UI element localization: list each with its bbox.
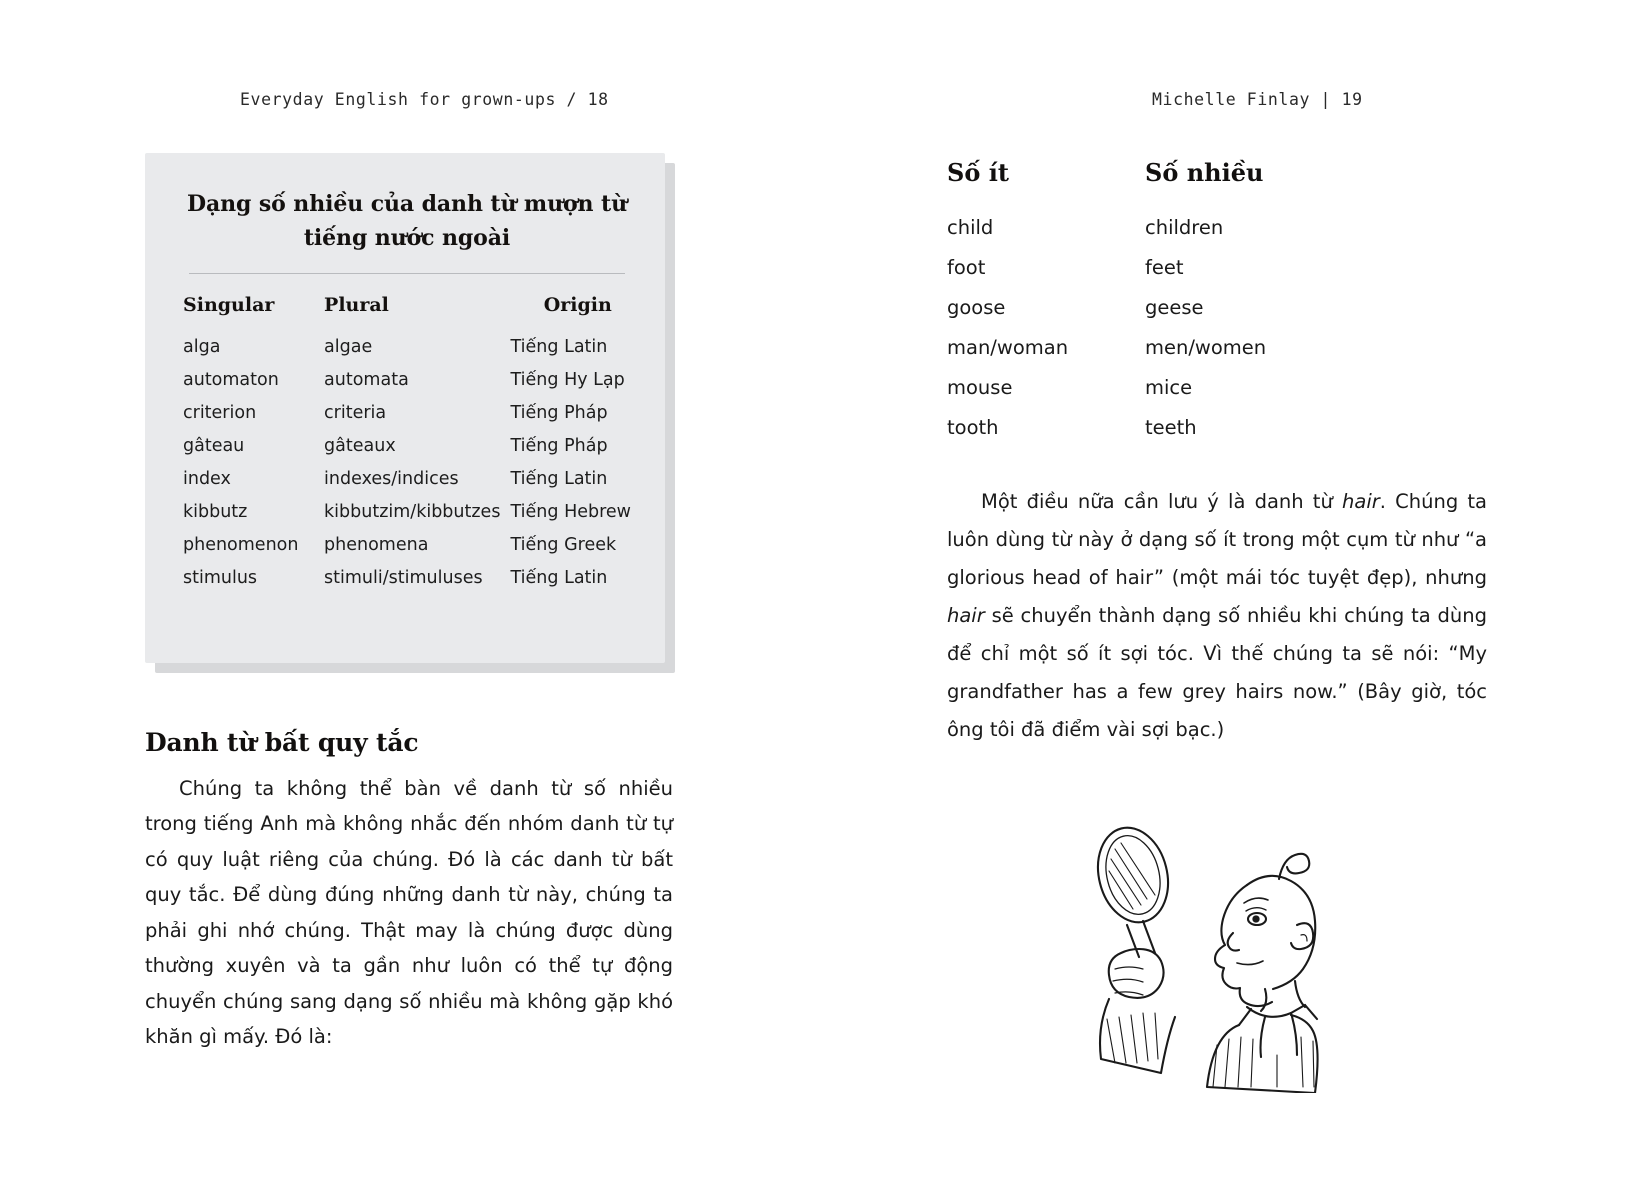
cell-plural: phenomena — [324, 534, 429, 555]
box-divider — [189, 273, 625, 274]
illustration-svg — [1051, 793, 1391, 1093]
cell-plural: indexes/indices — [324, 468, 459, 489]
cell-singular: foot — [947, 255, 986, 279]
left-body-column — [145, 728, 673, 1055]
cell-singular: automaton — [183, 369, 279, 390]
table-row — [183, 528, 631, 561]
column-header-origin: Origin — [543, 294, 612, 317]
illustration-man-with-mirror — [947, 793, 1495, 1093]
loanword-table — [183, 294, 631, 594]
table-row — [947, 207, 1495, 247]
column-header-plural: Số nhiều — [1145, 158, 1264, 187]
paragraph-part-1: Một điều nữa cần lưu ý là danh từ — [981, 490, 1343, 513]
table-row — [183, 561, 631, 594]
table-row — [183, 429, 631, 462]
cell-singular: tooth — [947, 415, 999, 439]
cell-plural: mice — [1145, 375, 1193, 399]
cell-origin: Tiếng Greek — [510, 534, 617, 555]
cell-plural: criteria — [324, 402, 387, 423]
running-head-left: Everyday English for grown-ups / 18 — [240, 90, 609, 109]
cell-singular: criterion — [183, 402, 257, 423]
cell-singular: man/woman — [947, 335, 1069, 359]
cell-plural: children — [1145, 215, 1224, 239]
cell-plural: stimuli/stimuluses — [324, 567, 483, 588]
table-row — [947, 247, 1495, 287]
paragraph-part-2: . Chúng ta luôn dùng từ này ở dạng số ít trong một cụm từ như “a glorious head of hair” (một mái tóc tuyệt đẹp), nhưng — [947, 490, 1487, 590]
cell-plural: algae — [324, 336, 373, 357]
table-row — [183, 462, 631, 495]
table-header-row — [947, 158, 1495, 207]
cell-origin: Tiếng Latin — [510, 336, 608, 357]
emphasis-hair-1: hair — [1342, 490, 1380, 513]
box-panel — [145, 153, 665, 663]
cell-origin: Tiếng Pháp — [510, 402, 608, 423]
cell-singular: child — [947, 215, 994, 239]
box-title-line-1: Dạng số nhiều của danh từ mượn từ — [187, 191, 627, 217]
cell-origin: Tiếng Latin — [510, 468, 608, 489]
cell-singular: alga — [183, 336, 221, 357]
table-row — [947, 367, 1495, 407]
cell-origin: Tiếng Hebrew — [510, 501, 631, 522]
loanword-box — [145, 153, 665, 663]
cell-plural: kibbutzim/kibbutzes — [324, 501, 501, 522]
cell-singular: goose — [947, 295, 1006, 319]
box-title-line-2: tiếng nước ngoài — [303, 225, 511, 252]
cell-singular: index — [183, 468, 231, 489]
irregular-nouns-table — [947, 158, 1495, 447]
cell-origin: Tiếng Latin — [510, 567, 608, 588]
table-row — [183, 495, 631, 528]
box-title — [183, 187, 631, 255]
column-header-plural: Plural — [324, 294, 389, 317]
body-paragraph — [947, 483, 1487, 749]
paragraph-part-3: sẽ chuyển thành dạng số nhiều khi chúng ta dùng để chỉ một số ít sợi tóc. Vì thế chúng ta sẽ nói: “My grandfather has a few grey hairs now.” (Bây giờ, tóc ông tôi đã điểm vài sợi bạc.) — [947, 604, 1487, 742]
table-row — [183, 363, 631, 396]
table-row — [947, 327, 1495, 367]
table-row — [183, 396, 631, 429]
cell-plural: feet — [1145, 255, 1184, 279]
cell-singular: stimulus — [183, 567, 258, 588]
emphasis-hair-2: hair — [947, 604, 985, 628]
left-page — [0, 0, 822, 1200]
table-row — [947, 287, 1495, 327]
cell-singular: mouse — [947, 375, 1013, 399]
cell-singular: phenomenon — [183, 534, 299, 555]
cell-singular: kibbutz — [183, 501, 248, 522]
cell-plural: teeth — [1145, 415, 1197, 439]
cell-plural: geese — [1145, 295, 1204, 319]
column-header-singular: Số ít — [947, 158, 1009, 187]
cell-plural: men/women — [1145, 335, 1267, 359]
section-heading: Danh từ bất quy tắc — [145, 728, 419, 757]
cell-plural: gâteaux — [324, 435, 396, 456]
right-body-column — [947, 483, 1487, 749]
table-header-row — [183, 294, 631, 330]
column-header-singular: Singular — [183, 294, 275, 317]
cell-origin: Tiếng Pháp — [510, 435, 608, 456]
table-row — [947, 407, 1495, 447]
body-paragraph: Chúng ta không thể bàn về danh từ số nhiều trong tiếng Anh mà không nhắc đến nhóm danh từ tự có quy luật riêng của chúng. Đó là các danh từ bất quy tắc. Để dùng đúng những danh từ này, chúng ta phải ghi nhớ chúng. Thật may là chúng được dùng thường xuyên và ta gần như luôn có thể tự động chuyển chúng sang dạng số nhiều mà không gặp khó khăn gì mấy. Đó là: — [145, 777, 673, 1049]
table-row — [183, 330, 631, 363]
cell-origin: Tiếng Hy Lạp — [510, 369, 625, 390]
right-page — [822, 0, 1645, 1200]
cell-plural: automata — [324, 369, 409, 390]
running-head-right: Michelle Finlay | 19 — [1152, 90, 1363, 109]
cell-singular: gâteau — [183, 435, 245, 456]
